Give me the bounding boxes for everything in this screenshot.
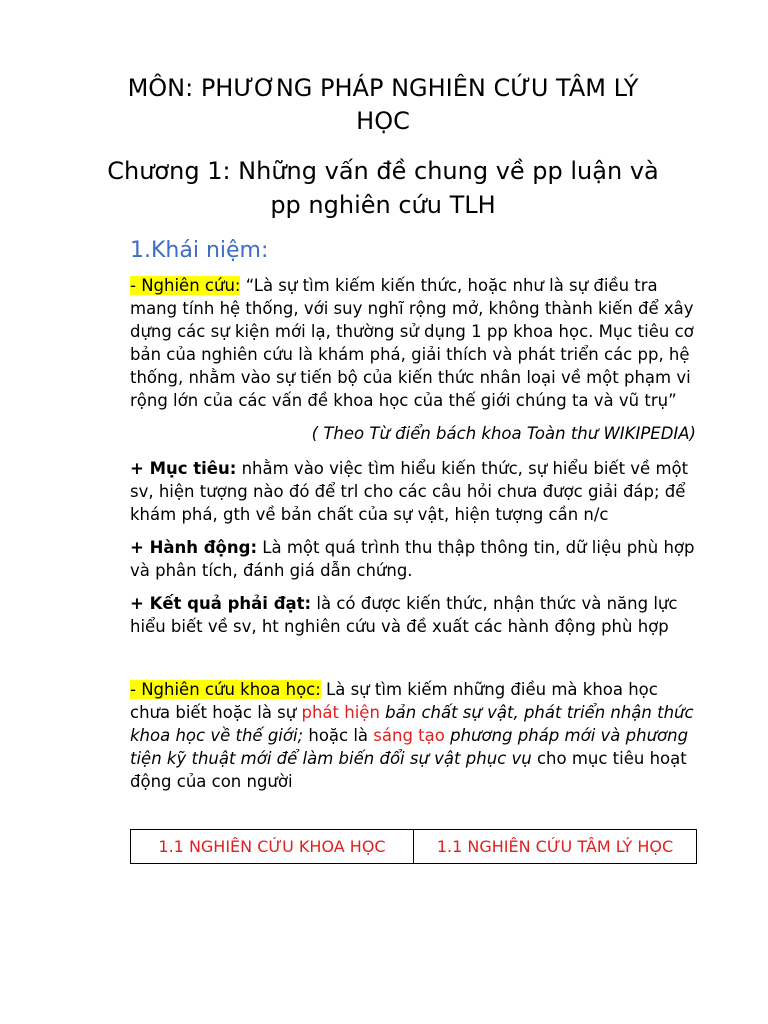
section-heading: 1.Khái niệm: bbox=[130, 238, 269, 263]
def2-red-discovery: phát hiện bbox=[301, 703, 380, 722]
document-title bbox=[70, 72, 696, 138]
term-research: - Nghiên cứu: bbox=[130, 276, 241, 295]
definition-research-body: “Là sự tìm kiếm kiến thức, hoặc như là sự điều tra mang tính hệ thống, với suy nghĩ rộng mở, không thành kiến để xây dựng các sự kiện mới lạ, thường sử dụng 1 pp khoa học. Mục tiêu cơ bản của nghiên cứu là khám phá, giải thích và phát triển các pp, hệ thống, nhằm vào sự tiến bộ của kiến thức nhân loại về một phạm vi rộng lớn của các vấn đề khoa học của thế giới chúng ta và vũ trụ” bbox=[130, 276, 694, 410]
result-label: + Kết quả phải đạt: bbox=[130, 594, 312, 613]
def2-red-creation: sáng tạo bbox=[373, 726, 445, 745]
chapter-line-1: Chương 1: Những vấn đề chung về pp luận và bbox=[107, 157, 659, 185]
action-body: Là một quá trình thu thập thông tin, dữ liệu phù hợp và phân tích, đánh giá dẫn chứng. bbox=[130, 538, 695, 580]
result-paragraph bbox=[130, 592, 696, 638]
goal-label: + Mục tiêu: bbox=[130, 459, 237, 478]
definition-research bbox=[130, 274, 696, 412]
definition-scientific-research bbox=[130, 678, 696, 793]
chapter-title bbox=[70, 154, 696, 222]
title-line-2: HỌC bbox=[356, 107, 410, 135]
goal-body: nhằm vào việc tìm hiểu kiến thức, sự hiểu biết về một sv, hiện tượng nào đó để trl cho các câu hỏi chưa được giải đáp; để khám phá, gth về bản chất của sự vật, hiện tượng cần n/c bbox=[130, 459, 689, 524]
def2-italic-2: phương pháp mới và phương tiện kỹ thuật mới để làm biến đổi sự vật phục vụ bbox=[130, 726, 689, 768]
def2-part-3: cho mục tiêu hoạt động của con người bbox=[130, 749, 687, 791]
def2-part-1: Là sự tìm kiếm những điều mà khoa học chưa biết hoặc là sự bbox=[130, 680, 658, 722]
table-cell-scientific-research: 1.1 NGHIÊN CỨU KHOA HỌC bbox=[131, 830, 414, 864]
def2-italic-1: bản chất sự vật, phát triển nhận thức khoa học về thế giới; bbox=[130, 703, 694, 745]
spacer bbox=[130, 648, 696, 678]
table-row bbox=[131, 830, 697, 864]
chapter-line-2: pp nghiên cứu TLH bbox=[270, 191, 496, 219]
table-cell-psychology-research: 1.1 NGHIÊN CỨU TÂM LÝ HỌC bbox=[414, 830, 697, 864]
action-paragraph bbox=[130, 536, 696, 582]
source-citation: ( Theo Từ điển bách khoa Toàn thư WIKIPEDIA) bbox=[311, 424, 696, 443]
title-line-1: MÔN: PHƯƠNG PHÁP NGHIÊN CỨU TÂM LÝ bbox=[127, 74, 639, 102]
comparison-table bbox=[130, 829, 697, 864]
result-body: là có được kiến thức, nhận thức và năng lực hiểu biết về sv, ht nghiên cứu và đề xuất các hành động phù hợp bbox=[130, 594, 678, 636]
def2-part-2: hoặc là bbox=[303, 726, 374, 745]
term-scientific-research: - Nghiên cứu khoa học: bbox=[130, 680, 321, 699]
action-label: + Hành động: bbox=[130, 538, 258, 557]
goal-paragraph bbox=[130, 457, 696, 526]
